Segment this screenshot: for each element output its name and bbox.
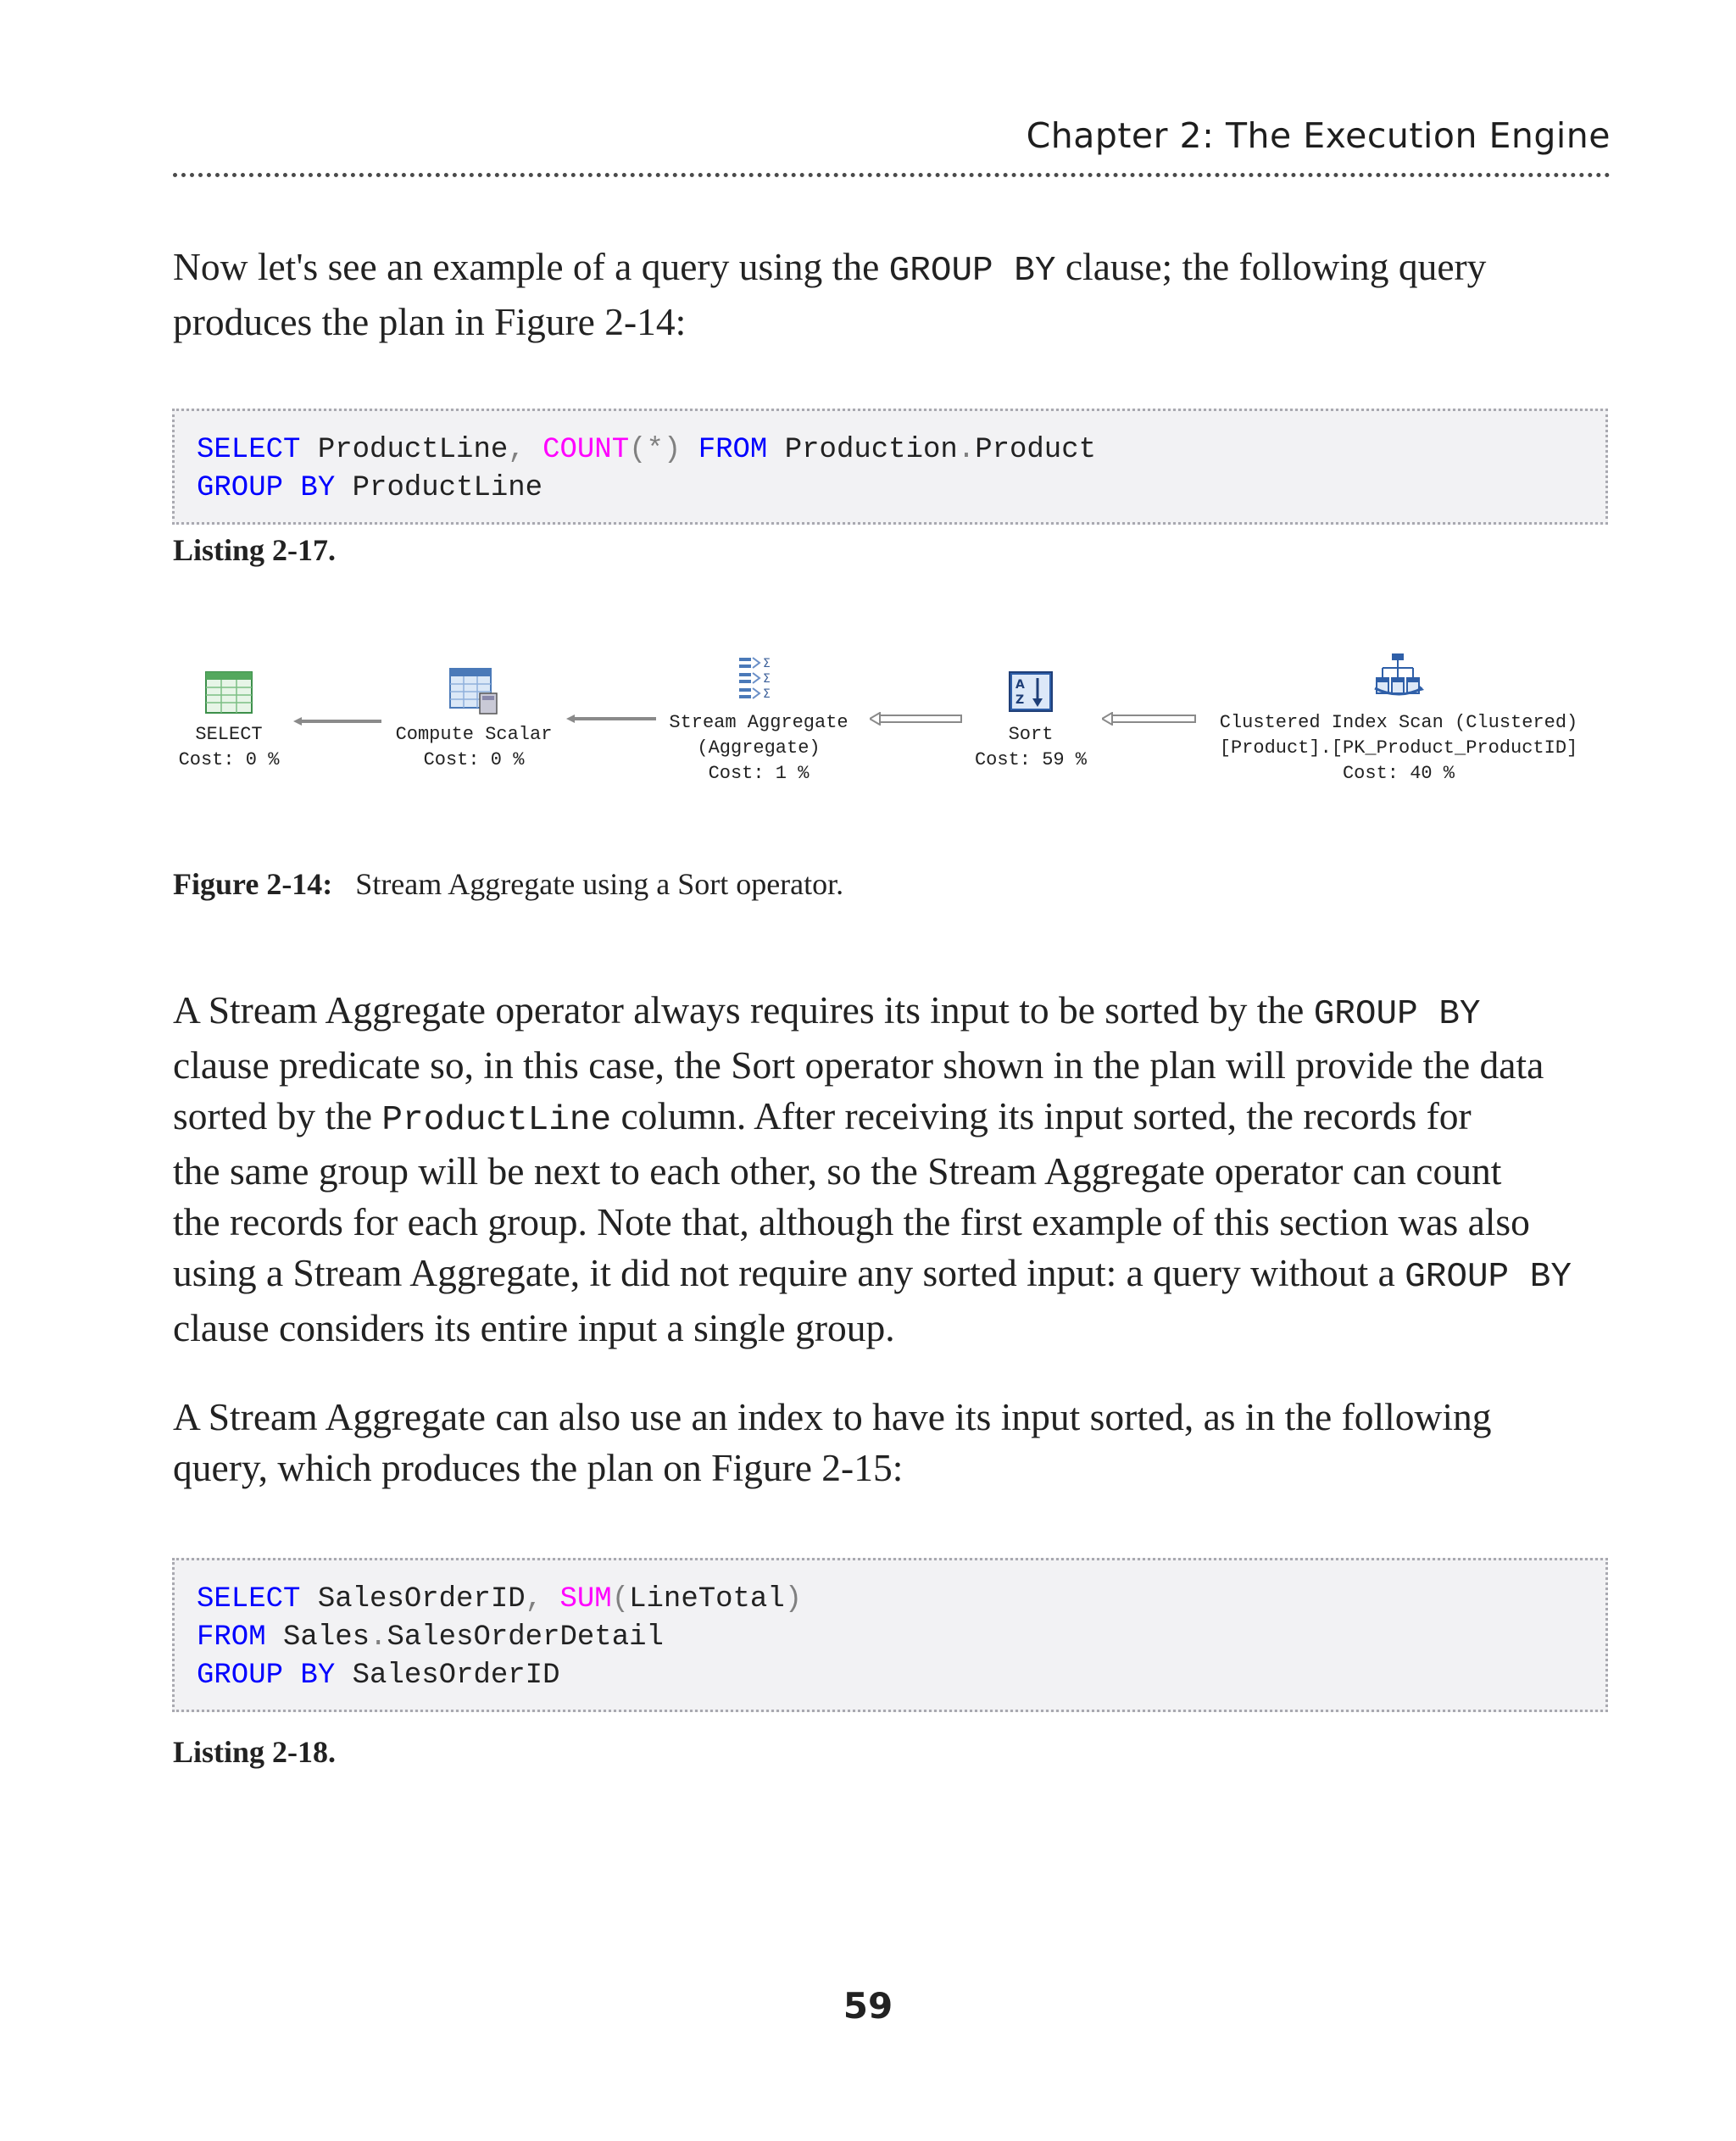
sql-keyword: SELECT	[197, 1583, 301, 1615]
sql-punctuation: ,	[525, 1583, 543, 1615]
sql-keyword: BY	[283, 472, 336, 504]
sql-punctuation: )	[784, 1583, 803, 1615]
figure-caption-text: Stream Aggregate using a Sort operator.	[355, 867, 844, 901]
code-listing-2-17	[172, 409, 1608, 525]
body1-line-6	[173, 1248, 1614, 1303]
sql-identifier: SalesOrderID	[300, 1583, 526, 1615]
sql-identifier: Sales	[265, 1621, 370, 1654]
listing-caption-text: Listing 2-18.	[173, 1735, 337, 1769]
inline-code-group-by: GROUP BY	[1313, 995, 1481, 1034]
operator-name: Sort	[1008, 724, 1054, 745]
sql-identifier: Production	[767, 434, 958, 466]
sql-identifier: ProductLine	[335, 472, 543, 504]
sql-keyword: GROUP	[197, 1660, 284, 1692]
body-text: sorted by the	[173, 1094, 382, 1137]
svg-text:Σ: Σ	[763, 657, 771, 670]
sql-keyword: FROM	[197, 1621, 266, 1654]
inline-code-group-by: GROUP BY	[1405, 1258, 1572, 1297]
operator-name: Stream Aggregate	[669, 712, 849, 733]
sort-icon	[1009, 671, 1053, 712]
code-listing-2-18	[172, 1558, 1608, 1712]
body1-line-4: the same group will be next to each other, so the Stream Aggregate operator can count	[173, 1149, 1502, 1193]
code-text	[197, 1581, 802, 1695]
body1-line-5: the records for each group. Note that, although the first example of this section was also	[173, 1200, 1530, 1243]
body1-line-7: clause considers its entire input a single group.	[173, 1306, 895, 1349]
sql-keyword: BY	[283, 1660, 336, 1692]
operator-cost: Cost: 0 %	[423, 749, 525, 770]
operator-subtype: (Aggregate)	[697, 737, 821, 759]
sql-function: COUNT	[525, 434, 630, 466]
sql-identifier: SalesOrderID	[335, 1660, 560, 1692]
body-text: using a Stream Aggregate, it did not require any sorted input: a query without a	[173, 1251, 1405, 1294]
inline-code-productline: ProductLine	[381, 1101, 612, 1140]
sql-punctuation: .	[370, 1621, 387, 1654]
body2-line-2: query, which produces the plan on Figure 2-15:	[173, 1446, 904, 1489]
sql-identifier: SalesOrderDetail	[387, 1621, 664, 1654]
select-result-icon	[205, 671, 253, 714]
operator-cost: Cost: 59 %	[974, 749, 1088, 770]
body1-line-1	[173, 985, 1614, 1040]
sql-keyword: FROM	[681, 434, 768, 466]
svg-text:A: A	[1015, 678, 1025, 692]
body2-line-1: A Stream Aggregate can also use an index to have its input sorted, as in the following	[173, 1395, 1492, 1438]
sql-identifier: ProductLine	[300, 434, 509, 466]
listing-caption-text: Listing 2-17.	[173, 533, 337, 567]
listing-caption-2-18	[173, 1734, 336, 1770]
intro-paragraph	[173, 242, 1614, 348]
clustered-index-scan-icon	[1373, 653, 1424, 700]
sql-keyword: GROUP	[197, 472, 284, 504]
sql-punctuation: (*)	[629, 434, 682, 466]
figure-caption-2-14	[173, 866, 843, 902]
inline-code-group-by: GROUP BY	[888, 252, 1056, 291]
body-text: column. After receiving its input sorted, the records for	[611, 1094, 1472, 1137]
body-paragraph-2	[173, 1392, 1614, 1493]
intro-line-1	[173, 242, 1614, 297]
running-head: Chapter 2: The Execution Engine	[1026, 115, 1611, 156]
header-dotted-rule	[173, 173, 1611, 177]
sql-keyword: SELECT	[197, 434, 301, 466]
sql-function: SUM	[542, 1583, 612, 1615]
figure-label: Figure 2-14:	[173, 867, 333, 901]
sql-punctuation: .	[957, 434, 976, 466]
sql-identifier: Product	[975, 434, 1097, 466]
body-text: A Stream Aggregate operator always requires its input to be sorted by the	[173, 988, 1314, 1032]
svg-text:Σ: Σ	[763, 687, 771, 701]
plan-arrow	[566, 714, 658, 724]
operator-cost: Cost: 40 %	[1342, 763, 1455, 784]
plan-operator-clustered-index-scan	[1187, 710, 1611, 787]
operator-name: SELECT	[195, 724, 263, 745]
operator-cost: Cost: 0 %	[178, 749, 280, 770]
body-paragraph-1	[173, 985, 1614, 1354]
plan-operator-compute-scalar	[380, 722, 568, 773]
operator-name: Compute Scalar	[395, 724, 553, 745]
sql-punctuation: (	[611, 1583, 630, 1615]
svg-text:Σ: Σ	[763, 672, 771, 686]
intro-line-2: produces the plan in Figure 2-14:	[173, 300, 687, 343]
execution-plan-figure	[170, 653, 1611, 797]
plan-arrow	[870, 712, 963, 726]
body1-line-2: clause predicate so, in this case, the Sort operator shown in the plan will provide the data	[173, 1043, 1544, 1087]
plan-arrow	[1102, 712, 1197, 726]
body1-line-3	[173, 1091, 1614, 1146]
operator-object: [Product].[PK_Product_ProductID]	[1219, 737, 1578, 759]
listing-caption-2-17	[173, 532, 336, 568]
operator-cost: Cost: 1 %	[708, 763, 810, 784]
svg-text:Z: Z	[1015, 693, 1025, 707]
operator-name: Clustered Index Scan (Clustered)	[1219, 712, 1578, 733]
plan-arrow	[293, 716, 383, 726]
sql-punctuation: ,	[508, 434, 526, 466]
intro-text: clause; the following query	[1055, 245, 1487, 288]
plan-operator-sort	[966, 722, 1095, 773]
code-text	[197, 431, 1096, 508]
page-number: 59	[843, 1985, 893, 2027]
sql-identifier: LineTotal	[629, 1583, 785, 1615]
stream-aggregate-icon	[737, 654, 780, 702]
plan-operator-stream-aggregate	[654, 710, 863, 787]
intro-text: Now let's see an example of a query using the	[173, 245, 889, 288]
plan-operator-select	[170, 722, 288, 773]
compute-scalar-icon	[449, 668, 498, 715]
